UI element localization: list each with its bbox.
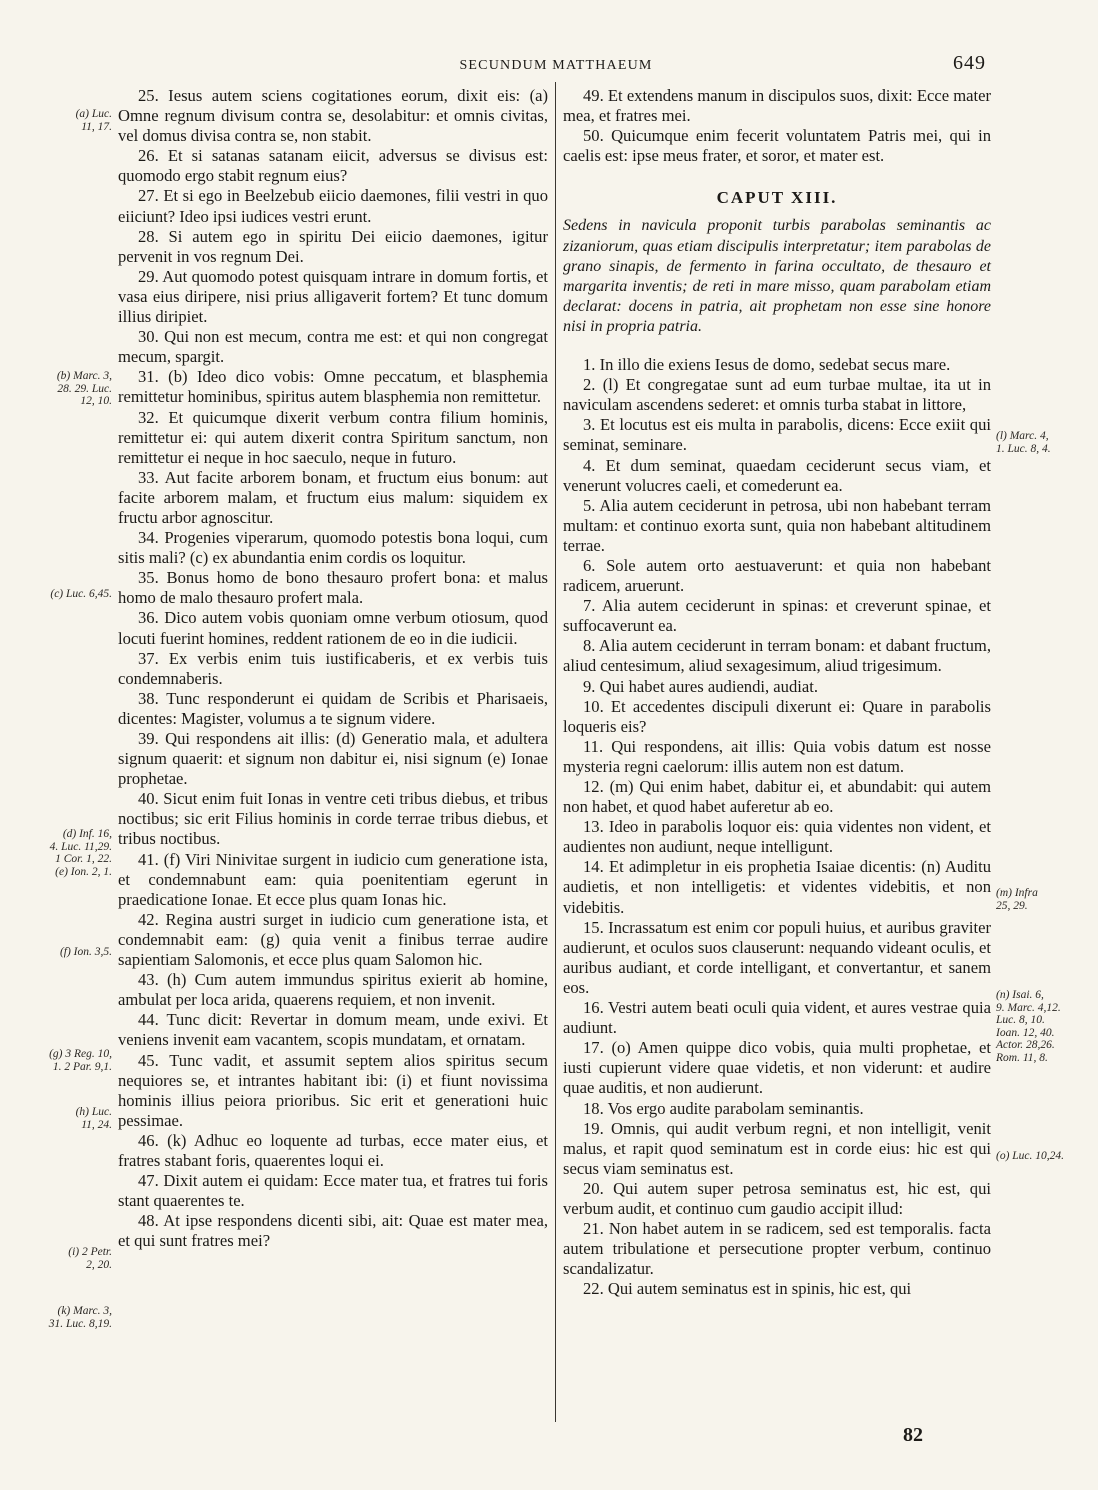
verse: 48. At ipse respondens dicenti sibi, ait: Quae est mater mea, et qui sunt fratres mei? [118,1211,548,1251]
column-divider [555,82,556,1422]
verse: 34. Progenies viperarum, quomodo potestis bona loqui, cum sitis mali? (c) ex abundantia enim cordis os loquitur. [118,528,548,568]
verse: 35. Bonus homo de bono thesauro profert bona: et malus homo de malo thesauro profert mala. [118,568,548,608]
verse: 36. Dico autem vobis quoniam omne verbum otiosum, quod locuti fuerint homines, reddent rationem de eo in die iudicii. [118,608,548,648]
margin-note: (d) Inf. 16, 4. Luc. 11,29. 1 Cor. 1, 22. (e) Ion. 2, 1. [49,828,112,878]
verse: 30. Qui non est mecum, contra me est: et qui non congregat mecum, spargit. [118,327,548,367]
verse: 18. Vos ergo audite parabolam seminantis. [583,1098,864,1118]
margin-note: (o) Luc. 10,24. [996,1150,1065,1162]
running-title: SECUNDUM MATTHAEUM [459,58,653,73]
verse: 8. Alia autem ceciderunt in terram bonam: et dabant fructum, aliud centesimum, aliud sexagesimum, aliud trigesimum. [563,636,991,676]
chapter-summary: Sedens in navicula proponit turbis parabolas seminantis ac zizaniorum, quas etiam discipulis interpretatur; item parabolas de grano sinapis, de fermento in farina occultato, de thesauro et margarita inventis; de reti in mare misso, quam parabolam etiam declarat: docens in patria, ait prophetam non esse sine honore nisi in propria patria. [563,217,991,335]
verse: 43. (h) Cum autem immundus spiritus exierit ab homine, ambulat per loca arida, quaerens requiem, et non invenit. [118,970,548,1010]
verse: 7. Alia autem ceciderunt in spinas: et creverunt spinae, et suffocaverunt ea. [563,596,991,636]
chapter-heading: CAPUT XIII. [716,188,838,208]
verse: 38. Tunc responderunt ei quidam de Scribis et Pharisaeis, dicentes: Magister, volumus a te signum videre. [118,688,548,728]
verse: 42. Regina austri surget in iudicio cum generatione ista, et condemnabit eam: (g) quia venit a finibus terrae audire sapientiam Salomonis, et ecce plus quam Salomon hic. [118,909,548,970]
verse: 40. Sicut enim fuit Ionas in ventre ceti tribus diebus, et tribus noctibus; sic erit Filius hominis in corde terrae tribus diebus, et tribus noctibus. [118,789,548,849]
verse: 47. Dixit autem ei quidam: Ecce mater tua, et fratres tui foris stant quaerentes te. [118,1171,548,1211]
verse: 46. (k) Adhuc eo loquente ad turbas, ecce mater eius, et fratres stabant foris, quaerentes loqui ei. [118,1130,548,1170]
margin-note: (h) Luc. 11, 24. [75,1106,112,1131]
verse: 3. Et locutus est eis multa in parabolis, dicens: Ecce exiit qui seminat, seminare. [563,415,991,455]
verse: 10. Et accedentes discipuli dixerunt ei: Quare in parabolis loqueris eis? [563,696,991,736]
left-column [118,86,548,1251]
margin-note: (k) Marc. 3, 31. Luc. 8,19. [48,1305,112,1330]
verse: 6. Sole autem orto aestuaverunt: et quia non habebant radicem, aruerunt. [563,555,991,596]
margin-note: (f) Ion. 3,5. [59,946,112,958]
margin-note: (a) Luc. 11, 17. [75,108,112,133]
verse: 32. Et quicumque dixerit verbum contra filium hominis, remittetur ei: qui autem dixerit contra Spiritum sanctum, non remittetur ei neque in hoc saeculo, neque in futuro. [118,407,548,467]
verse: 22. Qui autem seminatus est in spinis, hic est, qui [583,1279,912,1299]
margin-note: (i) 2 Petr. 2, 20. [68,1246,112,1271]
verse: 29. Aut quomodo potest quisquam intrare in domum fortis, et vasa eius diripere, nisi prius alligaverit fortem? Et tunc domum illius diripiet. [118,266,548,327]
verse: 27. Et si ego in Beelzebub eiicio daemones, filii vestri in quo eiiciunt? Ideo ipsi iudices vestri erunt. [118,186,548,226]
verse: 11. Qui respondens, ait illis: Quia vobis datum est nosse mysteria regni caelorum: illis autem non est datum. [563,736,991,776]
verse: 12. (m) Qui enim habet, dabitur ei, et abundabit: qui autem non habet, et quod habet auferetur ab eo. [563,777,991,817]
verse: 33. Aut facite arborem bonam, et fructum eius bonum: aut facite arborem malam, et fructum eius malum: siquidem ex fructu arbor agnoscitur. [118,467,548,527]
verse: 9. Qui habet aures audiendi, audiat. [583,676,819,696]
verse: 25. Iesus autem sciens cogitationes eorum, dixit eis: (a) Omne regnum divisum contra se, desolabitur: et omnis civitas, vel domus divisa contra se, non stabit. [118,86,548,146]
verse: 20. Qui autem super petrosa seminatus est, hic est, qui verbum audit, et continuo cum gaudio accipit illud: [563,1178,991,1218]
verse: 5. Alia autem ceciderunt in petrosa, ubi non habebant terram multam: et continuo exorta sunt, quia non habebant altitudinem terrae. [563,495,991,555]
verse: 39. Qui respondens ait illis: (d) Generatio mala, et adultera signum quaerit: et signum non dabitur ei, nisi signum (e) Ionae prophetae. [118,729,548,789]
signature-mark: 82 [903,1424,923,1446]
verse: 31. (b) Ideo dico vobis: Omne peccatum, et blasphemia remittetur hominibus, spiritus autem blasphemia non remittetur. [118,367,548,407]
margin-note: (l) Marc. 4, 1. Luc. 8, 4. [996,430,1051,455]
margin-note: (n) Isai. 6, 9. Marc. 4,12. Luc. 8, 10. Ioan. 12, 40. Actor. 28,26. Rom. 11, 8. [996,989,1061,1064]
verse: 37. Ex verbis enim tuis iustificaberis, et ex verbis tuis condemnaberis. [118,648,548,688]
verse: 1. In illo die exiens Iesus de domo, sedebat secus mare. [583,355,951,375]
verse: 28. Si autem ego in spiritu Dei eiicio daemones, igitur pervenit in vos regnum Dei. [118,226,548,266]
right-column [563,86,991,1299]
verse: 16. Vestri autem beati oculi quia vident, et aures vestrae quia audiunt. [563,998,991,1038]
verse: 13. Ideo in parabolis loquor eis: quia videntes non vident, et audientes non audiunt, neque intelligunt. [563,817,991,857]
verse: 50. Quicumque enim fecerit voluntatem Patris mei, qui in caelis est: ipse meus frater, et soror, et mater est. [563,126,991,166]
verse: 4. Et dum seminat, quaedam ceciderunt secus viam, et venerunt volucres caeli, et comederunt ea. [563,455,991,495]
verse: 15. Incrassatum est enim cor populi huius, et auribus graviter audierunt, et oculos suos clauserunt: nequando videant oculis, et auribus audiant, et corde intelligant, et convertantur, et sanem eos. [563,917,991,997]
verse: 41. (f) Viri Ninivitae surgent in iudicio cum generatione ista, et condemnabunt eam: quia poenitentiam egerunt in praedicatione Ionae. Et ecce plus quam Ionas hic. [118,849,548,909]
verse: 26. Et si satanas satanam eiicit, adversus se divisus est: quomodo ergo stabit regnum eius? [118,146,548,186]
margin-note: (b) Marc. 3, 28. 29. Luc. 12, 10. [56,370,112,407]
verse: 21. Non habet autem in se radicem, sed est temporalis. facta autem tribulatione et persecutione propter verbum, continuo scandalizatur. [563,1219,991,1279]
verse: 2. (l) Et congregatae sunt ad eum turbae multae, ita ut in naviculam ascendens sederet: et omnis turba stabat in littore, [563,375,991,415]
verse: 14. Et adimpletur in eis prophetia Isaiae dicentis: (n) Auditu audietis, et non intelligetis: et videntes videbitis, et non videbitis. [563,857,991,917]
verse: 19. Omnis, qui audit verbum regni, et non intelligit, venit malus, et rapit quod seminatum est in corde eius: hic est qui secus viam seminatus est. [563,1118,991,1178]
verse: 17. (o) Amen quippe dico vobis, quia multi prophetae, et iusti cupierunt videre quae videtis, et non viderunt: et audire quae auditis, et non audierunt. [563,1038,991,1098]
margin-note: (m) Infra 25, 29. [996,887,1038,912]
verse: 45. Tunc vadit, et assumit septem alios spiritus secum nequiores se, et intrantes habitant ibi: (i) et fiunt novissima hominis illius peiora prioribus. Sic erit et generationi huic pessimae. [118,1050,548,1130]
verse: 44. Tunc dicit: Revertar in domum meam, unde exivi. Et veniens invenit eam vacantem, scopis mundatam, et ornatam. [118,1010,548,1050]
margin-note: (g) 3 Reg. 10, 1. 2 Par. 9,1. [49,1048,112,1073]
page-number: 649 [953,52,986,74]
margin-note: (c) Luc. 6,45. [50,588,112,600]
verse: 49. Et extendens manum in discipulos suos, dixit: Ecce mater mea, et fratres mei. [563,86,991,126]
